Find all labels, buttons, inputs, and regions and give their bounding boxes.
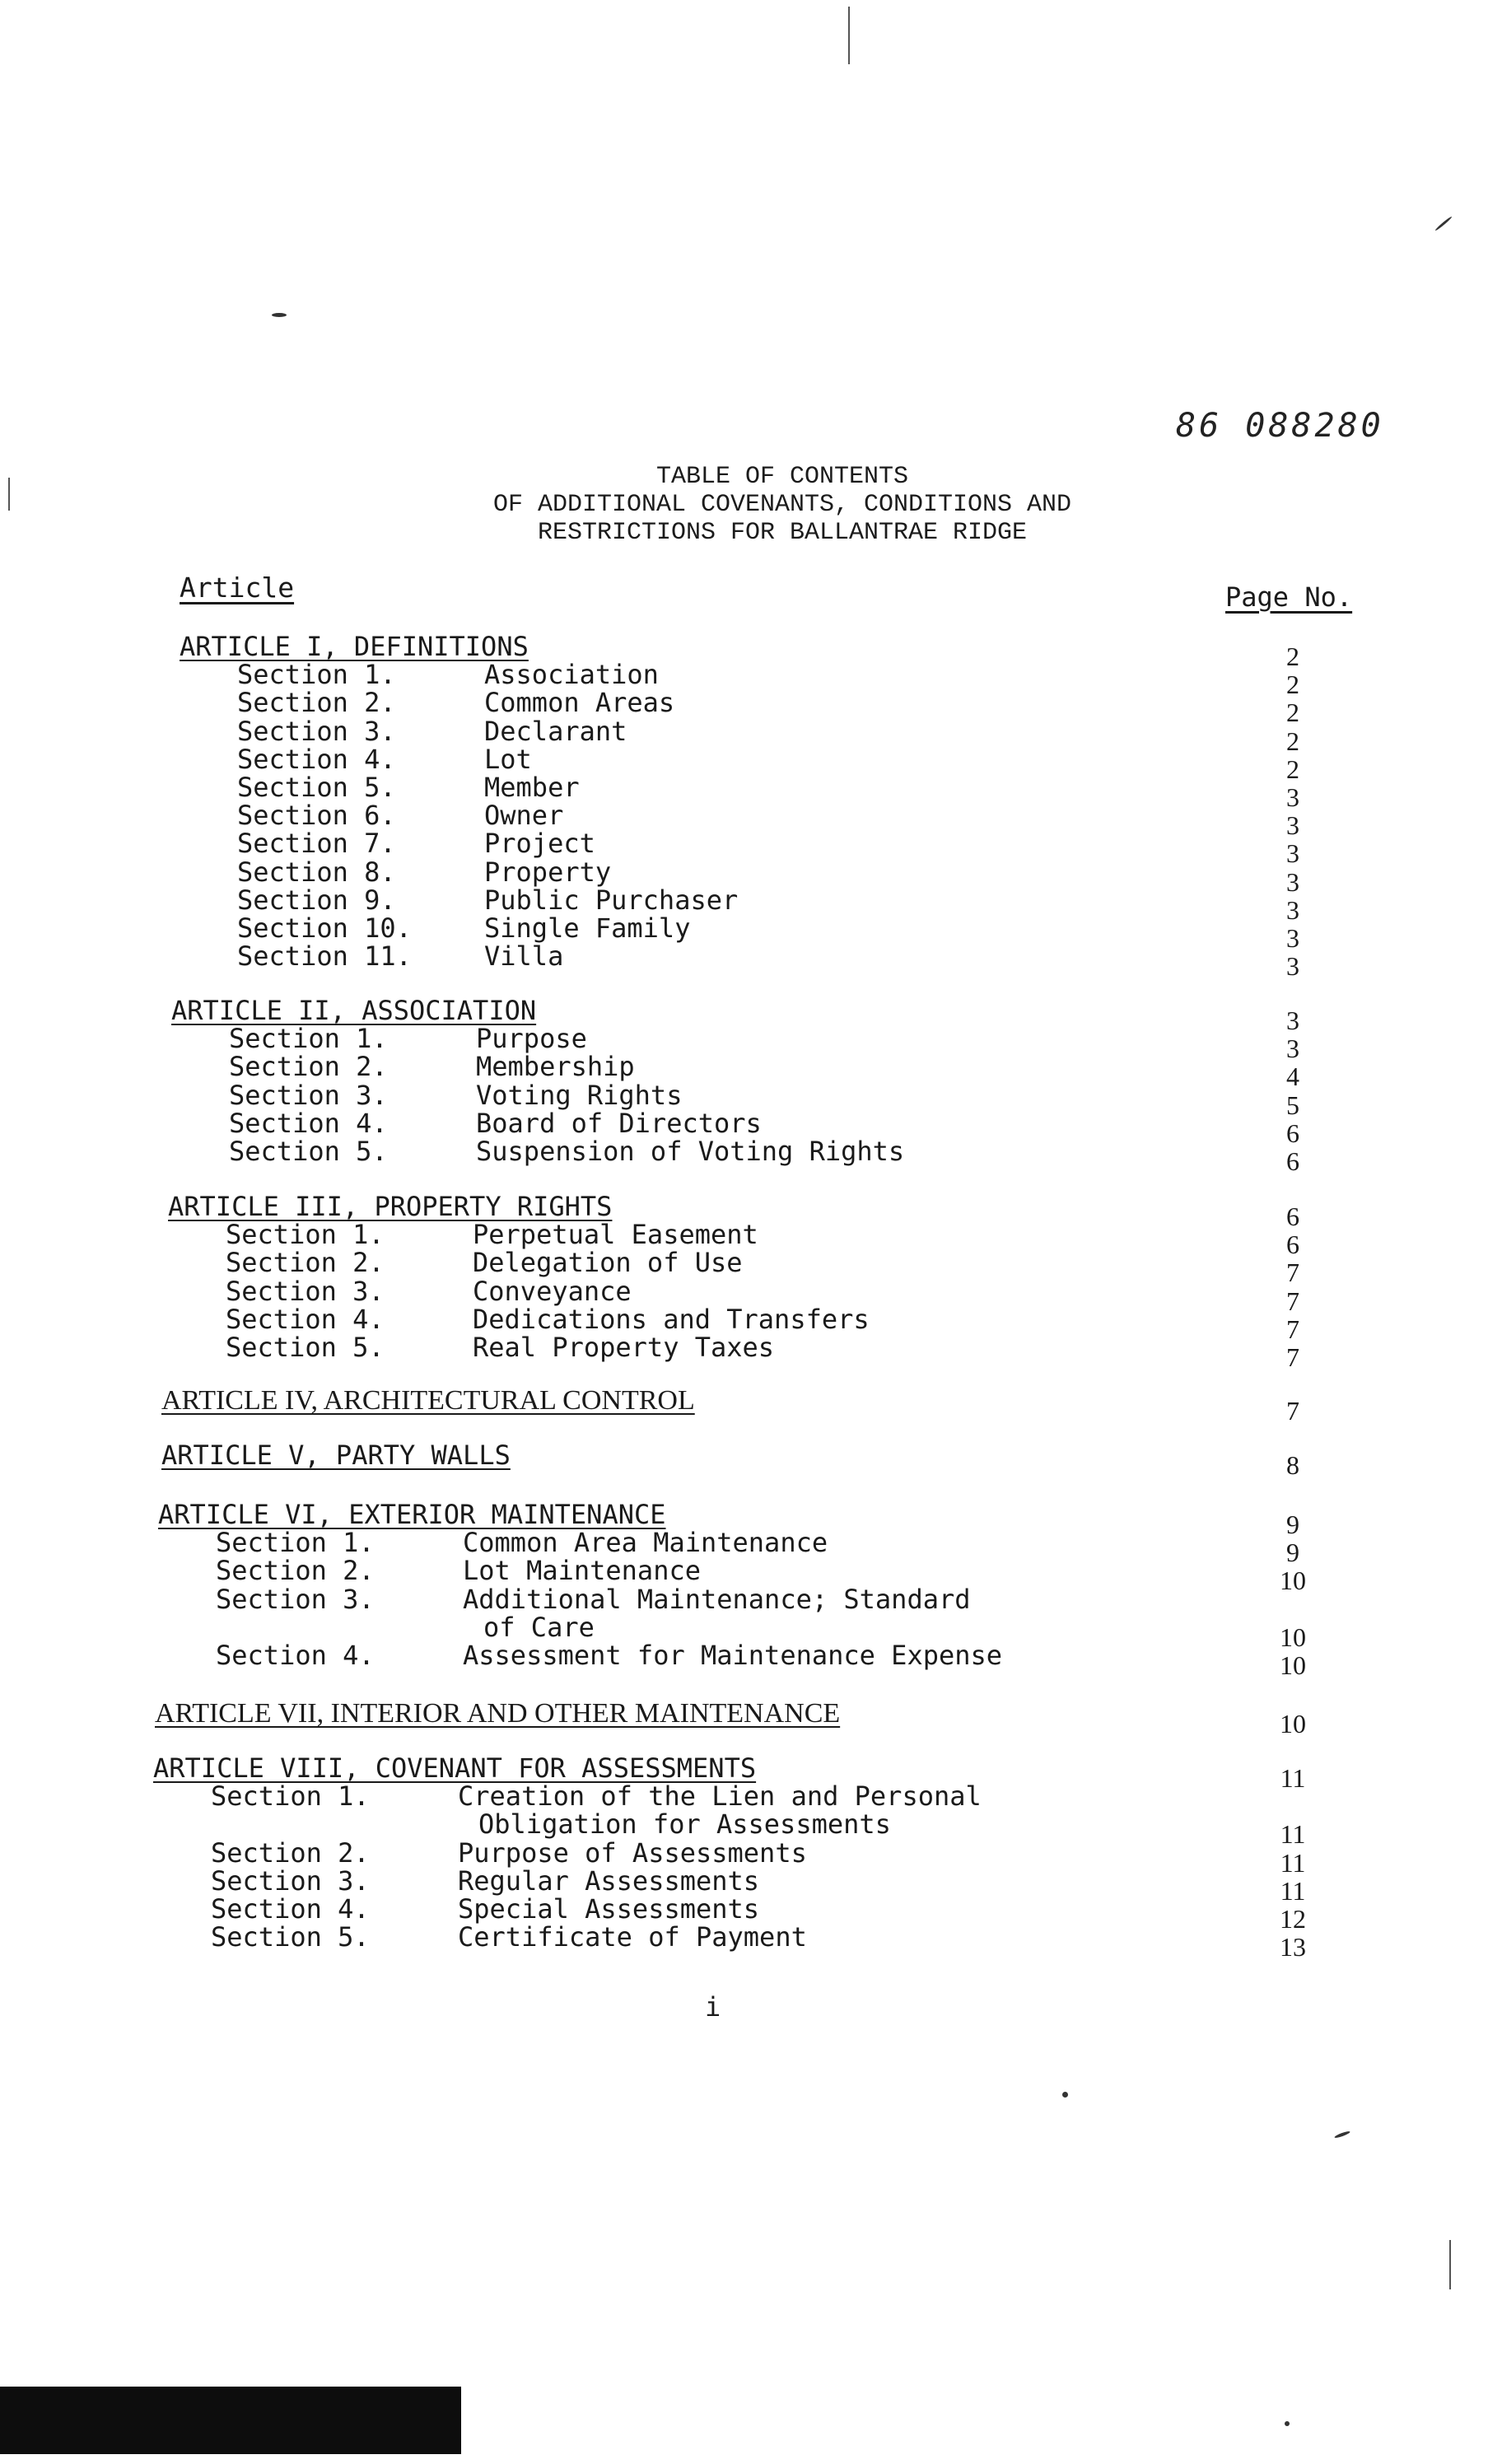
section-description: Conveyance [473,1275,632,1307]
section-description: Membership [476,1051,635,1083]
section-entry [211,1864,760,1897]
section-page-number: 3 [1286,782,1299,812]
section-entry [237,940,564,973]
section-page-number: 10 [1280,1650,1306,1680]
document-number: 86 088280 [1176,407,1384,445]
section-description: Voting Rights [476,1079,683,1111]
section-label: Section 3. [216,1583,375,1615]
section-page-number: 12 [1280,1904,1306,1934]
section-description: Villa [484,940,564,973]
section-page-number: 6 [1286,1146,1299,1176]
section-description-continued: of Care [483,1611,595,1643]
section-description: Assessment for Maintenance Expense [463,1640,1003,1671]
section-page-number: 6 [1286,1230,1299,1260]
section-label: Section 11. [237,940,412,973]
page-column-heading: Page No. [1225,581,1353,613]
section-page-number: 9 [1286,1538,1299,1568]
section-label: Section 2. [216,1555,375,1587]
section-entry [211,1923,807,1951]
section-description: Real Property Taxes [473,1332,775,1363]
section-description: Certificate of Payment [458,1921,807,1953]
section-entry [237,800,564,832]
article-page-number: 8 [1286,1450,1299,1480]
section-entry [216,1555,701,1587]
section-entry [229,1051,635,1083]
scan-edge-artifact [0,2387,461,2454]
section-page-number: 3 [1286,923,1299,953]
section-page-number: 3 [1286,1034,1299,1064]
scan-mark [1449,2240,1451,2289]
section-page-number: 10 [1280,1566,1306,1596]
section-description: Property [484,856,612,888]
section-entry [237,828,595,860]
section-entry [226,1305,870,1333]
section-description: Regular Assessments [458,1864,760,1897]
section-label: Section 9. [237,884,396,916]
section-label: Section 5. [226,1332,385,1363]
section-entry [226,1247,743,1279]
section-label: Section 2. [237,687,396,719]
section-description: Perpetual Easement [473,1219,758,1251]
title-line-2: OF ADDITIONAL COVENANTS, CONDITIONS AND [492,491,1072,519]
section-page-number: 10 [1280,1622,1306,1652]
article-page-number: 2 [1286,642,1299,671]
section-entry [237,886,738,914]
section-label: Section 3. [237,715,396,747]
section-description: Common Area Maintenance [463,1527,828,1559]
section-description: Lot Maintenance [463,1555,701,1587]
section-entry [229,1023,587,1055]
section-description: Purpose [476,1023,587,1055]
section-entry [216,1641,1002,1669]
section-label: Section 4. [211,1893,370,1925]
section-page-number: 3 [1286,866,1299,897]
section-label: Section 4. [229,1107,388,1139]
scan-speck [1285,2421,1290,2426]
article-page-number: 6 [1286,1202,1299,1231]
section-page-number: 4 [1286,1062,1299,1092]
article-heading: ARTICLE IV, ARCHITECTURAL CONTROL [161,1385,695,1416]
section-entry [211,1836,807,1869]
section-description: Declarant [484,715,627,747]
section-entry [237,687,675,719]
section-label: Section 4. [237,743,396,775]
section-description: Purpose of Assessments [458,1836,807,1869]
section-entry [237,914,690,942]
title-line-3: RESTRICTIONS FOR BALLANTRAE RIDGE [537,519,1028,547]
section-description: Single Family [484,912,691,944]
section-description: Dedications and Transfers [473,1303,870,1335]
section-page-number: 6 [1286,1118,1299,1148]
section-label: Section 5. [211,1921,370,1953]
section-page-number: 3 [1286,838,1299,869]
section-entry [229,1081,682,1109]
article-heading: ARTICLE I, DEFINITIONS [180,631,529,662]
section-description: Special Assessments [458,1893,760,1925]
title-line-1: TABLE OF CONTENTS [655,463,909,491]
section-label: Section 2. [229,1051,388,1083]
section-page-number: 3 [1286,810,1299,841]
article-heading: ARTICLE VI, EXTERIOR MAINTENANCE [158,1499,666,1530]
article-heading: ARTICLE VIII, COVENANT FOR ASSESSMENTS [153,1752,757,1784]
article-page-number: 10 [1280,1709,1306,1738]
section-page-number: 11 [1280,1819,1306,1850]
section-description: Board of Directors [476,1107,762,1139]
section-description: Lot [484,743,532,775]
scan-speck [272,313,287,317]
section-description: Additional Maintenance; Standard [463,1583,971,1615]
section-description: Member [484,772,580,803]
article-page-number: 3 [1286,1006,1299,1035]
section-label: Section 5. [229,1136,388,1167]
article-page-number: 9 [1286,1510,1299,1539]
section-entry [216,1527,828,1559]
section-entry [216,1585,971,1613]
scan-mark [848,7,850,64]
section-description: Owner [484,800,564,832]
section-label: Section 1. [211,1780,370,1813]
section-label: Section 2. [226,1247,385,1279]
section-label: Section 2. [211,1836,370,1869]
section-label: Section 4. [216,1640,375,1671]
article-heading: ARTICLE VII, INTERIOR AND OTHER MAINTENANCE [155,1698,841,1729]
section-entry [211,1895,759,1923]
section-description-continued: Obligation for Assessments [478,1808,891,1841]
section-entry [211,1780,982,1813]
section-page-number: 7 [1286,1286,1299,1316]
article-heading: ARTICLE V, PARTY WALLS [161,1440,511,1471]
section-label: Section 3. [226,1275,385,1307]
section-page-number: 5 [1286,1090,1299,1120]
article-page-number: 7 [1286,1396,1299,1426]
section-label: Section 5. [237,772,396,803]
section-entry [226,1277,632,1305]
section-label: Section 6. [237,800,396,832]
section-description: Association [484,659,659,691]
section-entry [237,659,659,691]
scan-mark [8,478,10,511]
section-label: Section 8. [237,856,396,888]
section-page-number: 2 [1286,726,1299,756]
section-description: Suspension of Voting Rights [476,1136,905,1167]
section-entry [226,1333,774,1361]
section-page-number: 2 [1286,698,1299,728]
section-page-number: 11 [1280,1847,1306,1878]
article-column-heading: Article [180,572,295,604]
section-description: Common Areas [484,687,675,719]
section-label: Section 1. [226,1219,385,1251]
section-label: Section 3. [211,1864,370,1897]
section-entry [226,1219,758,1251]
section-entry [229,1137,904,1165]
section-page-number: 2 [1286,754,1299,784]
article-heading: ARTICLE III, PROPERTY RIGHTS [168,1191,613,1222]
section-page-number: 2 [1286,670,1299,700]
section-label: Section 1. [216,1527,375,1559]
article-heading: ARTICLE II, ASSOCIATION [171,995,537,1026]
section-page-number: 3 [1286,894,1299,925]
footer-page-number: i [705,1991,721,2023]
scan-speck [1062,2092,1068,2098]
section-label: Section 1. [237,659,396,691]
section-page-number: 3 [1286,951,1299,982]
section-page-number: 13 [1280,1932,1306,1962]
section-description: Public Purchaser [484,884,739,916]
section-label: Section 1. [229,1023,388,1055]
section-page-number: 11 [1280,1875,1306,1906]
section-label: Section 7. [237,828,396,860]
section-description: Creation of the Lien and Personal [458,1780,982,1813]
section-description: Delegation of Use [473,1247,743,1279]
section-entry [237,858,611,886]
section-entry [237,745,532,773]
section-entry [229,1109,762,1137]
article-page-number: 11 [1280,1763,1306,1793]
section-label: Section 3. [229,1079,388,1111]
section-description: Project [484,828,595,860]
section-label: Section 4. [226,1303,385,1335]
section-page-number: 7 [1286,1258,1299,1288]
section-page-number: 7 [1286,1314,1299,1344]
section-page-number: 7 [1286,1342,1299,1372]
section-label: Section 10. [237,912,412,944]
section-entry [237,773,580,801]
section-entry [237,717,627,745]
